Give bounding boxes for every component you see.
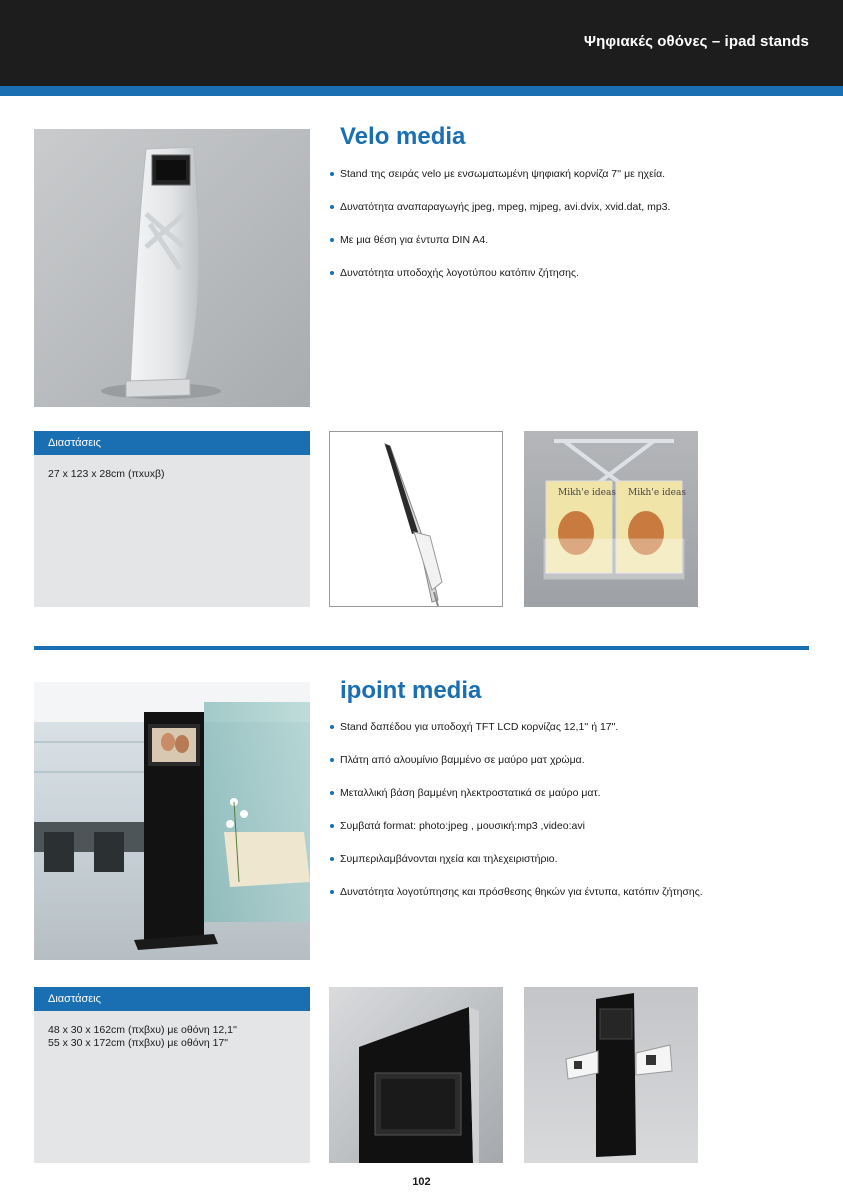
dimensions-text: [34, 455, 310, 494]
feature-item: Με μια θέση για έντυπα DIN A4.: [330, 234, 670, 267]
ipoint-brochure-holder-photo: [524, 987, 698, 1163]
brochure-label: Mikh'e ideas: [628, 488, 686, 498]
page-number: 102: [412, 1176, 431, 1188]
feature-list: [330, 168, 670, 300]
section-divider: [34, 646, 809, 650]
feature-item: Δυνατότητα αναπαραγωγής jpeg, mpeg, mjpeg, avi.dvix, xvid.dat, mp3.: [330, 201, 670, 234]
velo-main-photo: [34, 129, 310, 407]
feature-item: Δυνατότητα υποδοχής λογοτύπου κατόπιν ζήτησης.: [330, 267, 670, 300]
brochure-label: Mikh'e ideas: [558, 488, 616, 498]
feature-item: Πλάτη από αλουμίνιο βαμμένο σε μαύρο ματ χρώμα.: [330, 754, 703, 787]
product-title: Velo media: [340, 123, 466, 150]
dimensions-heading: Διαστάσεις: [34, 987, 310, 1011]
dimensions-heading: Διαστάσεις: [34, 431, 310, 455]
feature-item: Stand της σειράς velo με ενσωματωμένη ψηφιακή κορνίζα 7'' με ηχεία.: [330, 168, 670, 201]
feature-item: Συμβατά format: photo:jpeg , μουσική:mp3 ,video:avi: [330, 820, 703, 853]
dimensions-box: [34, 431, 310, 607]
feature-item: Stand δαπέδου για υποδοχή TFT LCD κορνίζας 12,1'' ή 17".: [330, 721, 703, 754]
page-header: [0, 0, 843, 86]
feature-list: [330, 721, 703, 919]
header-accent-stripe: [0, 86, 843, 96]
velo-brochure-holder-photo: [524, 431, 698, 607]
feature-item: Μεταλλική βάση βαμμένη ηλεκτροστατικά σε μαύρο ματ.: [330, 787, 703, 820]
dimensions-box: [34, 987, 310, 1163]
dimensions-line: 55 x 30 x 172cm (πxβxυ) με οθόνη 17": [48, 1037, 228, 1049]
dimensions-line: 48 x 30 x 162cm (πxβxυ) με οθόνη 12,1'': [48, 1024, 238, 1036]
dimensions-line: 27 x 123 x 28cm (πxυxβ): [48, 468, 165, 480]
ipoint-main-photo: [34, 682, 310, 960]
ipoint-closeup-photo: [329, 987, 503, 1163]
feature-item: Δυνατότητα λογοτύπησης και πρόσθεσης θηκών για έντυπα, κατόπιν ζήτησης.: [330, 886, 703, 919]
product-title: ipoint media: [340, 677, 482, 704]
feature-item: Συμπεριλαμβάνονται ηχεία και τηλεχειριστήριο.: [330, 853, 703, 886]
velo-side-view-photo: [329, 431, 503, 607]
dimensions-text: [34, 1011, 310, 1063]
page-header-title: Ψηφιακές οθόνες – ipad stands: [583, 33, 809, 50]
